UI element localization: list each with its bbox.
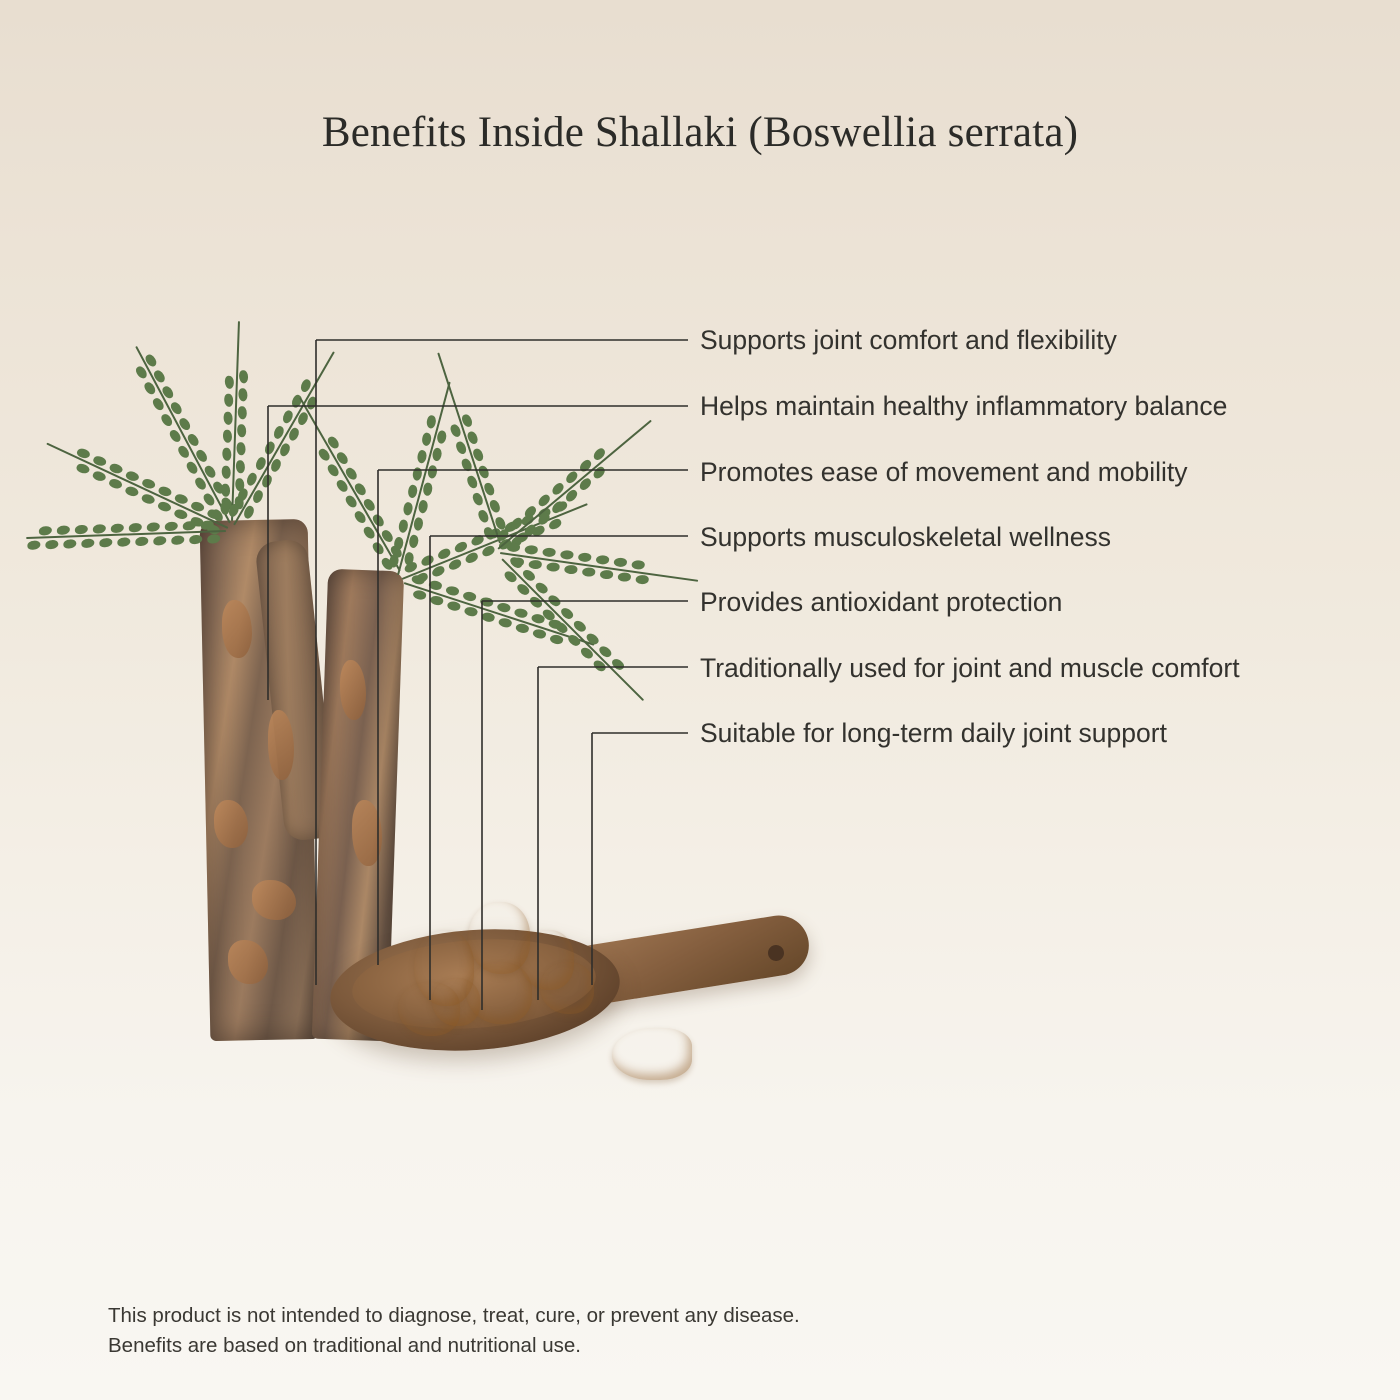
benefit-item-2: Helps maintain healthy inflammatory balance xyxy=(700,391,1228,421)
resin-tear xyxy=(540,962,594,1014)
benefit-item-5: Provides antioxidant protection xyxy=(700,587,1063,617)
benefit-item-3: Promotes ease of movement and mobility xyxy=(700,457,1188,487)
benefit-item-7: Suitable for long-term daily joint support xyxy=(700,718,1167,748)
frond-leaflets xyxy=(494,407,664,555)
benefit-item-1: Supports joint comfort and flexibility xyxy=(700,325,1117,355)
fern-frond xyxy=(490,410,660,558)
page-title: Benefits Inside Shallaki (Boswellia serrata) xyxy=(321,109,1079,156)
resin-tear-loose xyxy=(612,1028,692,1080)
disclaimer-line-1: This product is not intended to diagnose, treat, cure, or prevent any disease. xyxy=(108,1303,800,1327)
disclaimer-line-2: Benefits are based on traditional and nutritional use. xyxy=(108,1334,581,1358)
disclaimer xyxy=(108,1301,800,1363)
fern-frond xyxy=(26,518,227,551)
frond-leaflets xyxy=(20,518,221,551)
resin-tear xyxy=(432,978,480,1026)
benefit-item-6: Traditionally used for joint and muscle comfort xyxy=(700,653,1240,683)
benefit-item-4: Supports musculoskeletal wellness xyxy=(700,522,1111,552)
